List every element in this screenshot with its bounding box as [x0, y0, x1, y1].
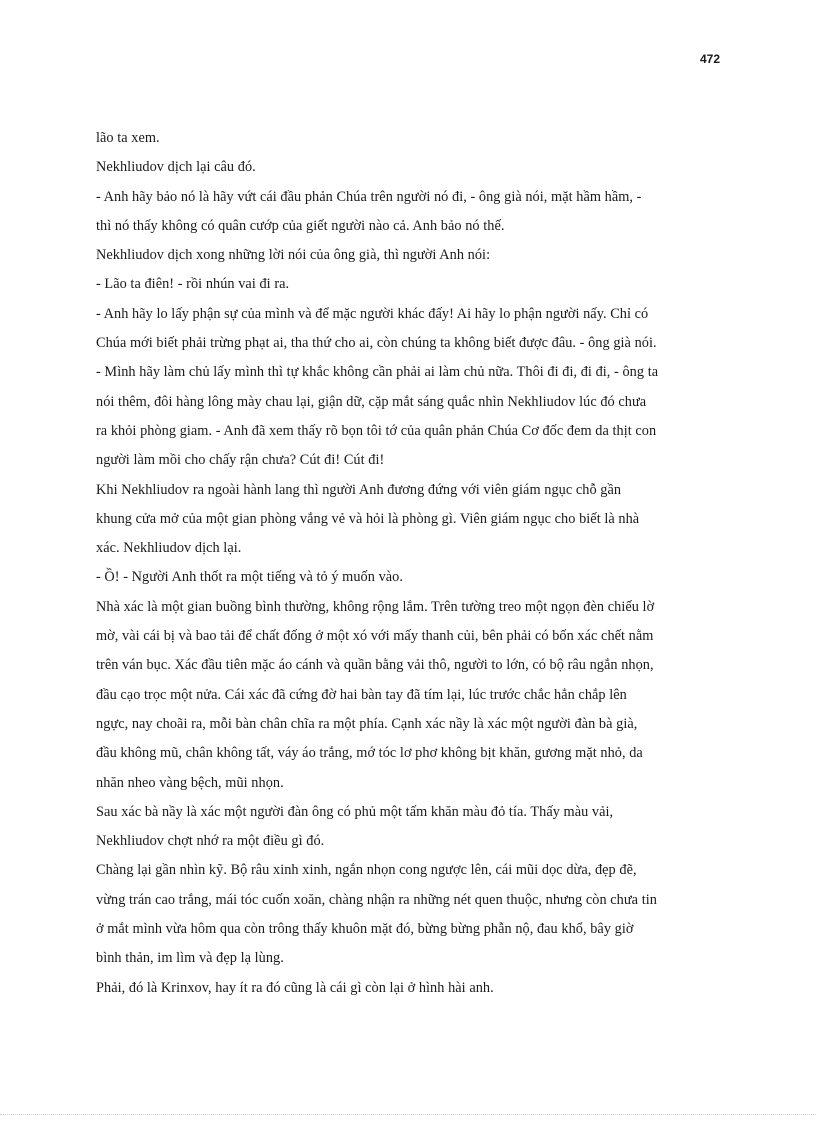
text-line: Phải, đó là Krinxov, hay ít ra đó cũng là cái gì còn lại ở hình hài anh. [96, 979, 494, 996]
text-line: ở mắt mình vừa hôm qua còn trông thấy khuôn mặt đó, bừng bừng phẫn nộ, đau khổ, bây giờ [96, 921, 634, 938]
text-line: đầu không mũ, chân không tất, váy áo trắng, mớ tóc lơ phơ không bịt khăn, gương mặt nhỏ, da [96, 745, 643, 762]
text-line: đầu cạo trọc một nửa. Cái xác đã cứng đờ hai bàn tay đã tím lại, lúc trước chắc hẳn chắp lên [96, 686, 627, 703]
text-line: vừng trán cao trắng, mái tóc cuốn xoăn, chàng nhận ra những nét quen thuộc, nhưng còn chưa tin [96, 891, 657, 908]
text-line: Nekhliudov dịch xong những lời nói của ông già, thì người Anh nói: [96, 247, 491, 264]
text-line: Nekhliudov dịch lại câu đó. [96, 159, 256, 176]
text-line: thì nó thấy không có quân cướp của giết người nào cả. Anh bảo nó thế. [96, 217, 505, 234]
text-line: Nhà xác là một gian buồng bình thường, không rộng lắm. Trên tường treo một ngọn đèn chiếu lờ [96, 598, 655, 615]
page-bottom-divider [0, 1114, 816, 1115]
body-text [96, 124, 724, 1003]
text-line: - Anh hãy bảo nó là hãy vứt cái đầu phản Chúa trên người nó đi, - ông già nói, mặt hầm hầm, - [96, 188, 642, 205]
page-number: 472 [699, 52, 720, 66]
text-line: mờ, vài cái bị và bao tải để chất đống ở một xó với mấy thanh củi, bên phải có bốn xác chết nằm [96, 628, 654, 645]
text-line: - Lão ta điên! - rồi nhún vai đi ra. [96, 276, 290, 293]
text-line: khung cửa mở của một gian phòng vắng vẻ và hỏi là phòng gì. Viên giám ngục cho biết là nhà [96, 510, 640, 527]
text-line: xác. Nekhliudov dịch lại. [96, 540, 242, 557]
text-line: người làm mồi cho chấy rận chưa? Cút đi! Cút đi! [96, 452, 385, 469]
text-line: Nekhliudov chợt nhớ ra một điều gì đó. [96, 833, 325, 850]
text-line: Chàng lại gần nhìn kỹ. Bộ râu xinh xinh, ngắn nhọn cong ngược lên, cái mũi dọc dừa, đẹp đẽ, [96, 862, 637, 879]
text-line: Chúa mới biết phải trừng phạt ai, tha thứ cho ai, còn chúng ta không biết được đâu. - ông già nói. [96, 335, 657, 352]
text-line: trên ván bục. Xác đầu tiên mặc áo cánh và quần bằng vải thô, người to lớn, có bộ râu ngắn nhọn, [96, 657, 654, 674]
text-line: - Ồ! - Người Anh thốt ra một tiếng và tỏ ý muốn vào. [96, 569, 403, 586]
text-line: nhăn nheo vàng bệch, mũi nhọn. [96, 774, 284, 791]
text-line: - Anh hãy lo lấy phận sự của mình và để mặc người khác đấy! Ai hãy lo phận người nấy. Chỉ có [96, 305, 649, 322]
text-line: Sau xác bà nầy là xác một người đàn ông có phủ một tấm khăn màu đỏ tía. Thấy màu vải, [96, 803, 614, 820]
text-line: nói thêm, đôi hàng lông mày chau lại, giận dữ, cặp mắt sáng quắc nhìn Nekhliudov lúc đó chưa [96, 393, 647, 410]
text-line: lão ta xem. [96, 130, 160, 146]
text-line: ra khỏi phòng giam. - Anh đã xem thấy rõ bọn tôi tớ của quân phản Chúa Cơ đốc đem da thịt con [96, 422, 657, 439]
text-line: - Mình hãy làm chủ lấy mình thì tự khắc không cần phải ai làm chủ nữa. Thôi đi đi, đi đi, - ông ta [96, 364, 659, 381]
text-line: bình thản, im lìm và đẹp lạ lùng. [96, 950, 284, 967]
text-line: ngực, nay choãi ra, mỗi bàn chân chĩa ra một phía. Cạnh xác nầy là xác một người đàn bà già, [96, 715, 638, 732]
text-line: Khi Nekhliudov ra ngoài hành lang thì người Anh đương đứng với viên giám ngục chỗ gần [96, 481, 622, 498]
